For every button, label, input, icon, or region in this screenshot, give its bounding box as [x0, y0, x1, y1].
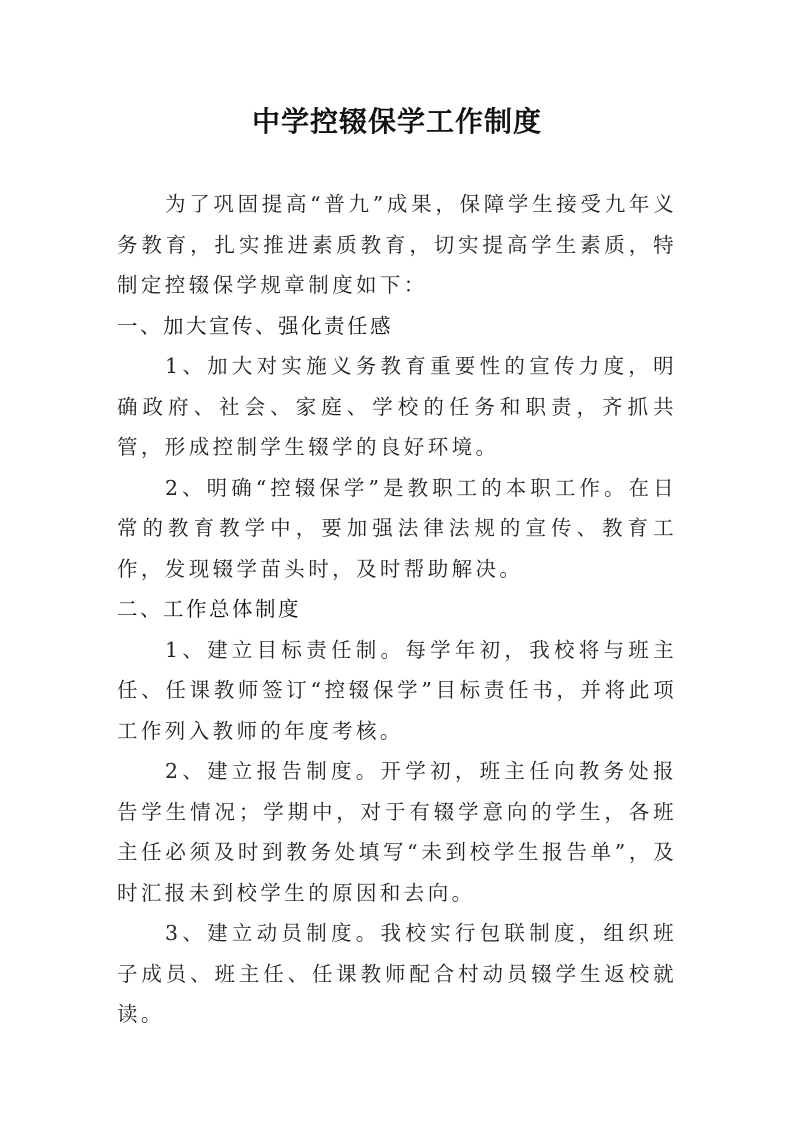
- section-heading: 一、加大宣传、强化责任感: [117, 313, 393, 338]
- document-body: [117, 184, 677, 1035]
- section-2: [117, 589, 677, 1035]
- section-item: 3、建立动员制度。我校实行包联制度，组织班子成员、班主任、任课教师配合村动员辍学生返校就读。: [117, 921, 677, 1026]
- section-1: [117, 306, 677, 590]
- section-item: 1、加大对实施义务教育重要性的宣传力度，明确政府、社会、家庭、学校的任务和职责，齐抓共管，形成控制学生辍学的良好环境。: [117, 354, 677, 459]
- section-item: 2、建立报告制度。开学初，班主任向教务处报告学生情况；学期中，对于有辍学意向的学生，各班主任必须及时到教务处填写“未到校学生报告单”，及时汇报未到校学生的原因和去向。: [117, 759, 677, 905]
- section-item: 2、明确“控辍保学”是教职工的本职工作。在日常的教育教学中，要加强法律法规的宣传、教育工作，发现辍学苗头时，及时帮助解决。: [117, 475, 677, 581]
- intro-paragraph: 为了巩固提高“普九”成果，保障学生接受九年义务教育，扎实推进素质教育，切实提高学生素质，特制定控辍保学规章制度如下：: [117, 192, 677, 297]
- section-item: 1、建立目标责任制。每学年初，我校将与班主任、任课教师签订“控辍保学”目标责任书，并将此项工作列入教师的年度考核。: [117, 637, 677, 743]
- section-heading: 二、工作总体制度: [117, 597, 301, 621]
- document-title: 中学控辍保学工作制度: [251, 105, 542, 138]
